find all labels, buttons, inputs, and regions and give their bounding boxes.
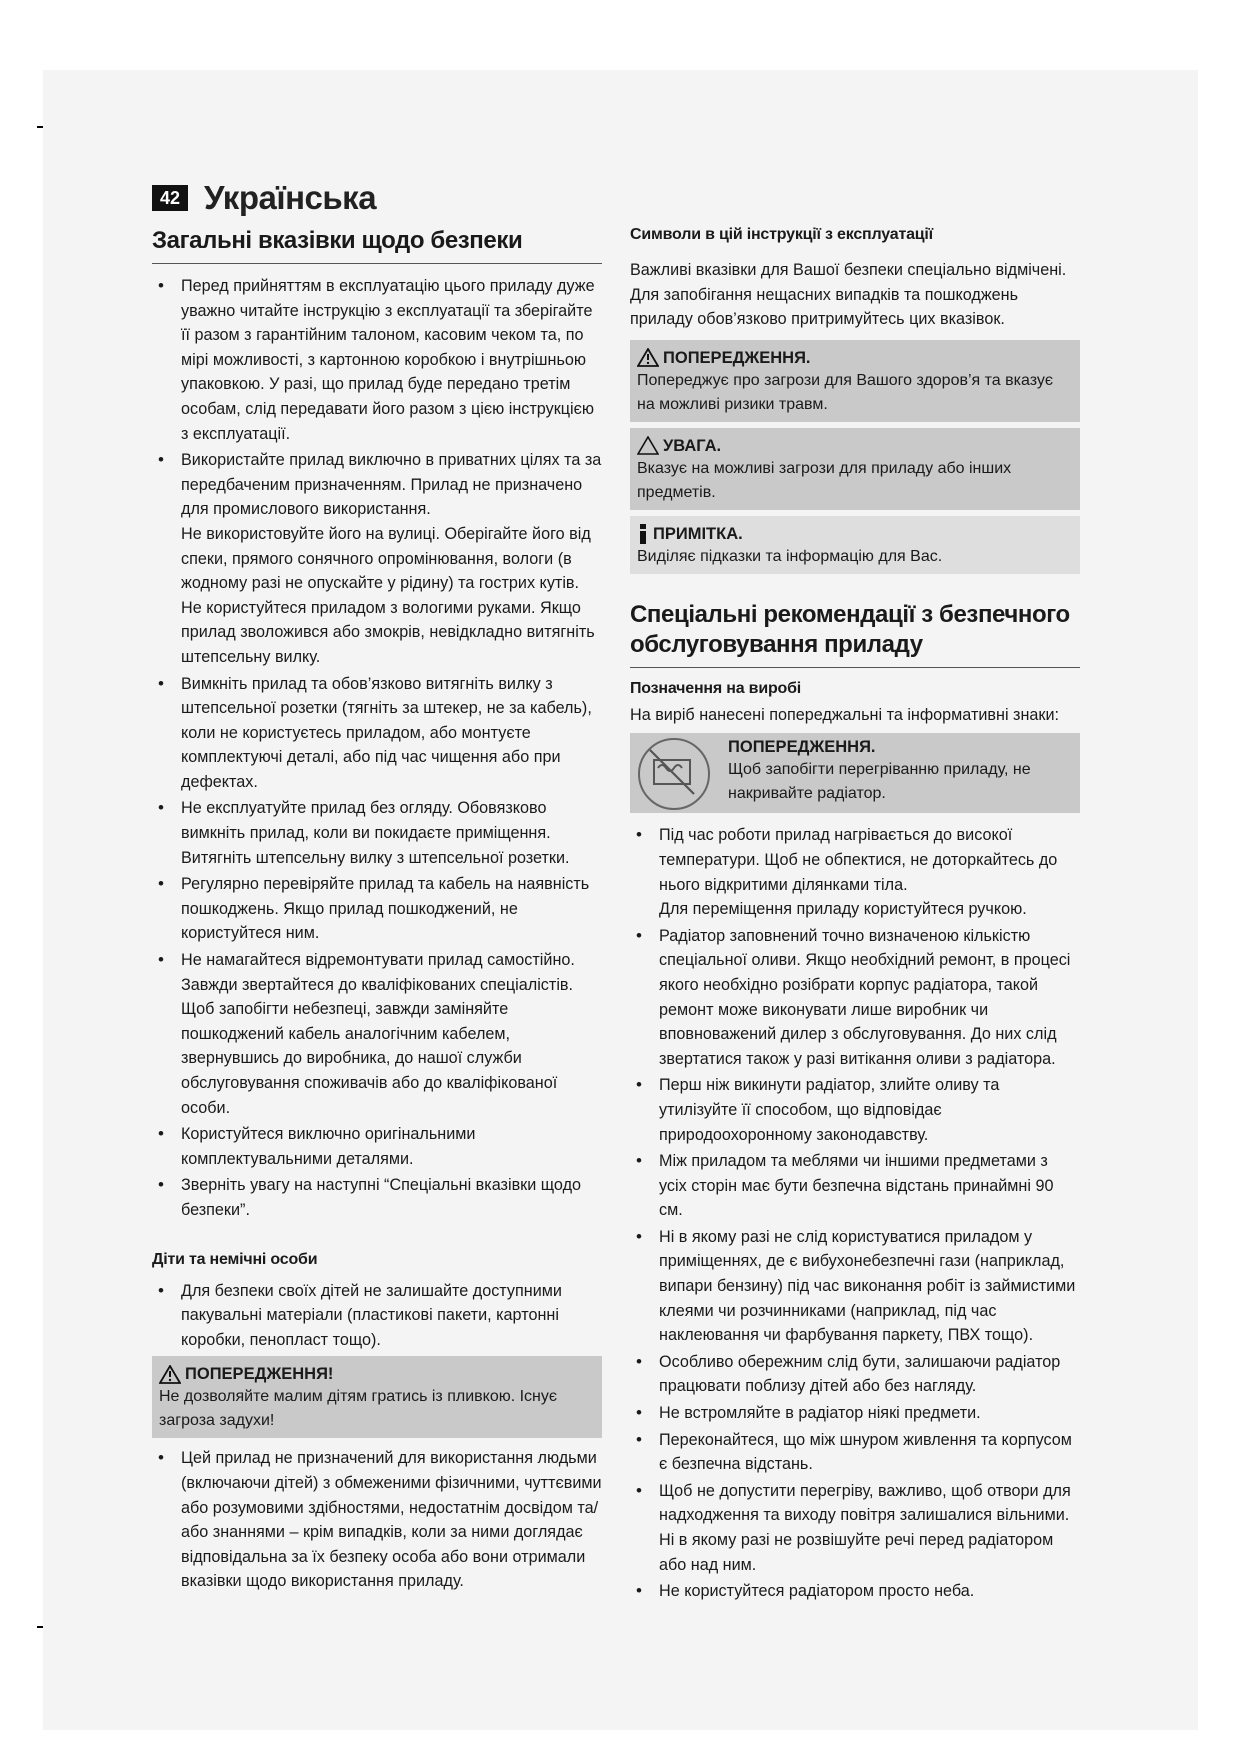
subsection-title-children: Діти та немічні особи [152,1250,318,1268]
children-list-2 [152,1446,602,1594]
section-title-special: Спеціальні рекомендації з безпечного обслуговування приладу [630,600,1080,668]
list-item: • Не намагайтеся відремонтувати прилад самостійно. Завжди звертайтеся до кваліфікованих спеціалістів. Щоб запобігти небезпеці, завжди заміняйте пошкоджений кабель аналогічним кабелем, звернувшись до виробника, до нашої служби обслуговування споживачів або до кваліфікованої особи. [152,948,602,1120]
device-warning-title: ПОПЕРЕДЖЕННЯ. [728,738,876,757]
list-item: • Цей прилад не призначений для використання людьми (включаючи дітей) з обмеженими фізичними, чуттєвими або розумовими здібностями, недостатнім досвідом та/або знаннями – крім випадків, коли за ними доглядає відповідальна за їх безпеку особа або вони отримали вказівки щодо використання приладу. [152,1446,602,1594]
section-title-general-safety: Загальні вказівки щодо безпеки [152,226,602,264]
symbols-intro: Важливі вказівки для Вашої безпеки спеціально відмічені. Для запобігання нещасних випадків та пошкоджень приладу обов’язково притримуйтесь цих вказівок. [630,261,1067,329]
do-not-cover-icon [638,738,710,810]
warning-triangle-icon [159,1365,181,1384]
list-item: • Користуйтеся виключно оригінальними комплектувальними деталями. [152,1122,602,1171]
language-title: Українська [204,179,377,216]
list-item: • Не користуйтеся радіатором просто неба. [630,1579,1080,1604]
symbols-title: Символи в цій інструкції з експлуатації [630,226,933,243]
list-item-extra: Для переміщення приладу користуйтеся ручкою. [659,900,1027,919]
list-item: • Щоб не допустити перегріву, важливо, щоб отвори для надходження та виходу повітря залишалися вільними. Ні в якому разі не розвішуйте речі перед радіатором або над ним. [630,1479,1080,1577]
list-item: • Радіатор заповнений точно визначеною кількістю спеціальної оливи. Якщо необхідний ремонт, в процесі якого необхідно розібрати корпус радіатора, такой ремонт може виконувати лише виробник чи вповноважений дилер з обслуговування. До них слід звертатися також у разі витікання оливи з радіатора. [630,924,1080,1072]
right-column [630,222,1080,1606]
note-text: Виділяє підказки та інформацію для Вас. [637,547,943,565]
list-item: • Вимкніть прилад та обов’язково витягніть вилку з штепсельної розетки (тягніть за штекер, не за кабель), коли не користуєтесь приладом, або монтуєте комплектуючі деталі, або під час чищення або при дефектах. [152,672,602,795]
page-number: 42 [152,185,188,211]
warning-title: ПОПЕРЕДЖЕННЯ. [663,348,811,367]
list-item: • Ні в якому разі не слід користуватися приладом у приміщеннях, де є вибухонебезпечні гази (наприклад, випари бензину) під час виконання робіт із займистими клеями чи розчинниками (наприклад, під час наклеювання чи фарбування паркету, ПВХ тощо). [630,1225,1080,1348]
children-warning-box [152,1356,602,1438]
caution-symbol-box [630,428,1080,510]
list-item-extra: Не використовуйте його на вулиці. Оберігайте його від спеки, прямого сонячного опромінювання, вологи (в жодному разі не опускайте у рідину) та гострих кутів. Не користуйтеся приладом з вологими руками. Якщо прилад зволожився або змокрів, невідкладно витягніть штепсельну вилку. [181,524,595,666]
warning-symbol-box [630,340,1080,422]
list-item: • Перед прийняттям в експлуатацію цього приладу дуже уважно читайте інструкцію з експлуатації та зберігайте її разом з гарантійним талоном, касовим чеком та, по мірі можливості, з картонною коробкою і внутрішньою упаковкою. У разі, що прилад буде передано третім особам, слід передавати його разом з цією інструкцією з експлуатації. [152,274,602,446]
caution-text: Вказує на можливі загрози для приладу або інших предметів. [637,459,1012,501]
children-warning-text: Не дозволяйте малим дітям гратись із пливкою. Існує загроза задухи! [159,1388,558,1430]
list-item: • Між приладом та меблями чи іншими предметами з усіх сторін має бути безпечна відстань принаймні 90 см. [630,1149,1080,1223]
list-item: • Регулярно перевіряйте прилад та кабель на наявність пошкоджень. Якщо прилад пошкоджений, не користуйтеся ним. [152,872,602,946]
marking-intro: На виріб нанесені попереджальні та інформативні знаки: [630,705,1060,724]
list-item [152,448,602,669]
note-title: ПРИМІТКА. [653,524,743,543]
left-column [152,226,602,1596]
list-item: • Зверніть увагу на наступні “Спеціальні вказівки щодо безпеки”. [152,1173,602,1222]
children-list [152,1279,602,1353]
list-item: • Переконайтеся, що між шнуром живлення та корпусом є безпечна відстань. [630,1428,1080,1477]
list-item: • Не встромляйте в радіатор ніякі предмети. [630,1401,1080,1426]
marking-title: Позначення на виробі [630,679,802,697]
warning-triangle-icon [637,348,659,367]
children-warning-title: ПОПЕРЕДЖЕННЯ! [185,1365,334,1384]
page-header [152,180,376,216]
list-item-text: Під час роботи прилад нагрівається до високої температури. Щоб не обпектися, не доторкайтесь до нього відкритими ділянками тіла. [659,826,1058,894]
special-list [630,823,1080,1603]
list-item: • Перш ніж викинути радіатор, злийте оливу та утилізуйте її способом, що відповідає природоохоронному законодавству. [630,1073,1080,1147]
device-warning-box [630,733,1080,813]
caution-triangle-icon [637,436,659,455]
warning-text: Попереджує про загрози для Вашого здоров’я та вказує на можливі ризики травм. [637,371,1054,413]
list-item [630,823,1080,921]
info-icon [637,524,649,544]
general-safety-list [152,274,602,1223]
note-symbol-box [630,516,1080,574]
list-item-text: Використайте прилад виключно в приватних цілях та за передбаченим призначенням. Прилад не призначено для промислового використання. [181,451,602,519]
list-item: • Особливо обережним слід бути, залишаючи радіатор працювати поблизу дітей або без нагляду. [630,1350,1080,1399]
caution-title: УВАГА. [663,436,722,455]
list-item: • Для безпеки своїх дітей не залишайте доступними пакувальні матеріали (пластикові пакети, картонні коробки, пенопласт тощо). [152,1279,602,1353]
list-item: • Не експлуатуйте прилад без огляду. Обовязково вимкніть прилад, коли ви покидаєте приміщення. Витягніть штепсельну вилку з штепсельної розетки. [152,796,602,870]
device-warning-text: Щоб запобігти перегріванню приладу, не накривайте радіатор. [728,761,1031,803]
